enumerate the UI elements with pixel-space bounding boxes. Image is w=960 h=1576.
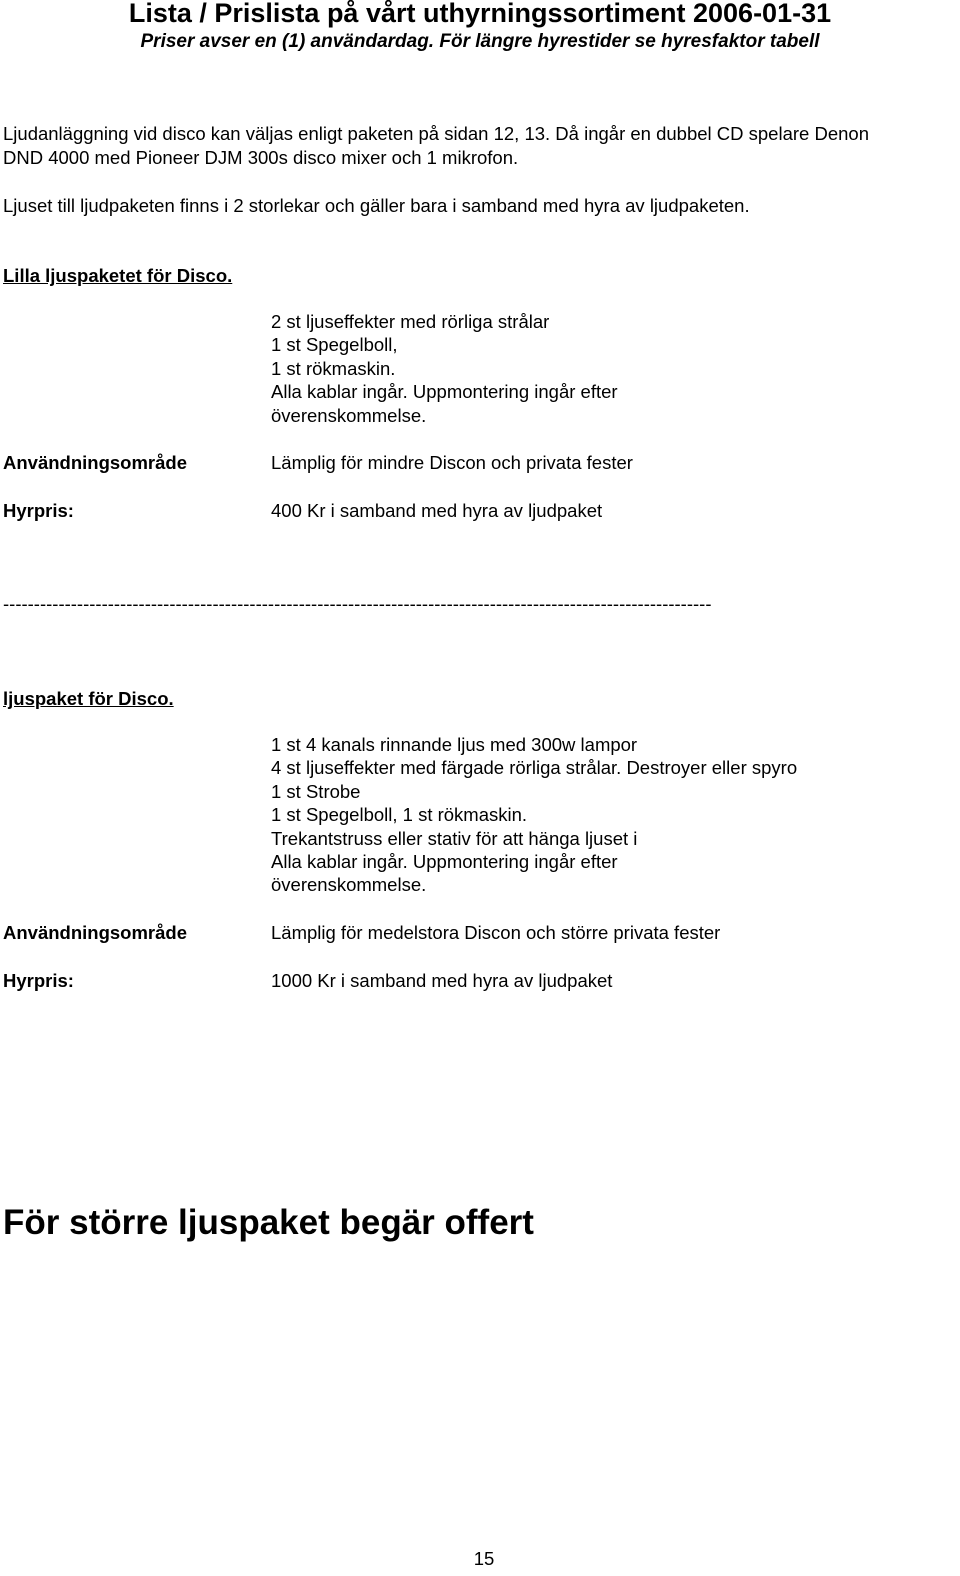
small-usage-label: Användningsområde [3,452,187,473]
page-number: 15 [473,1548,495,1569]
list-item: 1 st Spegelboll, [271,334,398,356]
page-title: Lista / Prislista på vårt uthyrningssortiment 2006-01-31 [128,0,832,28]
list-item: 1 st Spegelboll, 1 st rökmaskin. [271,804,528,826]
list-item: 1 st Strobe [271,780,361,802]
intro-line-3: Ljuset till ljudpaketen finns i 2 storlekar och gäller bara i samband med hyra av ljudpaketen. [3,195,750,216]
list-item: 4 st ljuseffekter med färgade rörliga strålar. Destroyer eller spyro [271,757,798,779]
list-item: Trekantstruss eller stativ för att hänga ljuset i [271,827,638,849]
large-usage-value: Lämplig för medelstora Discon och större privata fester [271,922,721,943]
list-item: överenskommelse. [271,404,427,426]
large-package-heading: ljuspaket för Disco. [3,688,174,709]
page-subtitle: Priser avser en (1) användardag. För längre hyrestider se hyresfaktor tabell [140,31,820,52]
list-item: överenskommelse. [271,874,427,896]
small-price-value: 400 Kr i samband med hyra av ljudpaket [271,500,603,521]
list-item: Alla kablar ingår. Uppmontering ingår efter [271,850,618,872]
small-package-heading: Lilla ljuspaketet för Disco. [3,265,233,286]
intro-line-1: Ljudanläggning vid disco kan väljas enligt paketen på sidan 12, 13. Då ingår en dubbel CD spelare Denon [3,123,869,144]
small-usage-value: Lämplig för mindre Discon och privata fester [271,452,633,473]
large-price-value: 1000 Kr i samband med hyra av ljudpaket [271,970,613,991]
separator: ------------------------------------------------------------------------------------------------------------------- [3,593,712,614]
intro-line-2: DND 4000 med Pioneer DJM 300s disco mixer och 1 mikrofon. [3,147,519,168]
list-item: Alla kablar ingår. Uppmontering ingår efter [271,381,618,403]
list-item: 1 st rökmaskin. [271,357,396,379]
small-package-items [271,310,618,427]
offer-heading: För större ljuspaket begär offert [3,1203,534,1242]
large-usage-label: Användningsområde [3,922,187,943]
large-price-label: Hyrpris: [3,970,74,991]
large-package-items [271,733,797,897]
list-item: 1 st 4 kanals rinnande ljus med 300w lampor [271,734,638,755]
small-price-label: Hyrpris: [3,500,74,521]
list-item: 2 st ljuseffekter med rörliga strålar [271,311,550,332]
